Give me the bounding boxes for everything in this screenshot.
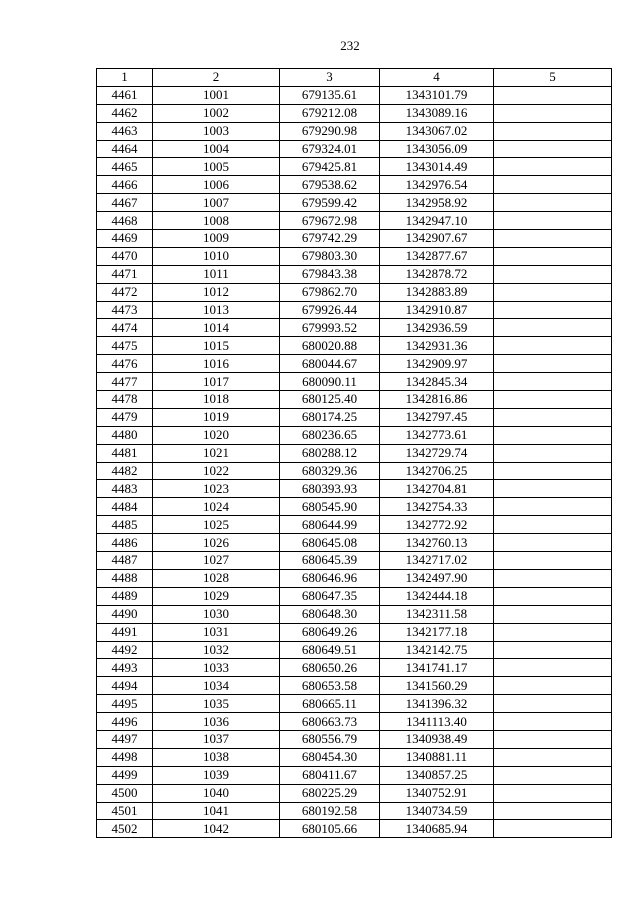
point-number-cell: 1002: [153, 104, 280, 122]
note-cell: [494, 748, 612, 766]
note-cell: [494, 462, 612, 480]
page-number: 232: [340, 38, 360, 53]
x-coordinate-cell: 679599.42: [280, 194, 380, 212]
y-coordinate-cell: 1340857.25: [380, 766, 494, 784]
row-number-cell: 4461: [97, 86, 153, 104]
row-number-cell: 4475: [97, 337, 153, 355]
column-header-2: 2: [153, 69, 280, 87]
y-coordinate-cell: 1342845.34: [380, 373, 494, 391]
coordinates-table: [96, 68, 612, 838]
table-row: [97, 283, 612, 301]
x-coordinate-cell: 680329.36: [280, 462, 380, 480]
point-number-cell: 1003: [153, 122, 280, 140]
note-cell: [494, 122, 612, 140]
point-number-cell: 1039: [153, 766, 280, 784]
point-number-cell: 1042: [153, 820, 280, 838]
y-coordinate-cell: 1343014.49: [380, 158, 494, 176]
x-coordinate-cell: 680454.30: [280, 748, 380, 766]
table-row: [97, 337, 612, 355]
note-cell: [494, 283, 612, 301]
note-cell: [494, 569, 612, 587]
row-number-cell: 4502: [97, 820, 153, 838]
x-coordinate-cell: 679324.01: [280, 140, 380, 158]
y-coordinate-cell: 1342444.18: [380, 587, 494, 605]
table-row: [97, 480, 612, 498]
row-number-cell: 4491: [97, 623, 153, 641]
table-row: [97, 247, 612, 265]
y-coordinate-cell: 1341741.17: [380, 659, 494, 677]
note-cell: [494, 605, 612, 623]
point-number-cell: 1005: [153, 158, 280, 176]
note-cell: [494, 355, 612, 373]
y-coordinate-cell: 1342883.89: [380, 283, 494, 301]
row-number-cell: 4485: [97, 516, 153, 534]
y-coordinate-cell: 1341113.40: [380, 713, 494, 731]
y-coordinate-cell: 1342704.81: [380, 480, 494, 498]
note-cell: [494, 373, 612, 391]
point-number-cell: 1027: [153, 552, 280, 570]
y-coordinate-cell: 1342976.54: [380, 176, 494, 194]
note-cell: [494, 623, 612, 641]
row-number-cell: 4474: [97, 319, 153, 337]
point-number-cell: 1015: [153, 337, 280, 355]
x-coordinate-cell: 680649.26: [280, 623, 380, 641]
y-coordinate-cell: 1342907.67: [380, 230, 494, 248]
note-cell: [494, 766, 612, 784]
table-row: [97, 373, 612, 391]
y-coordinate-cell: 1342877.67: [380, 247, 494, 265]
y-coordinate-cell: 1342772.92: [380, 516, 494, 534]
table-row: [97, 641, 612, 659]
table-body: [97, 86, 612, 837]
note-cell: [494, 230, 612, 248]
y-coordinate-cell: 1343067.02: [380, 122, 494, 140]
note-cell: [494, 730, 612, 748]
y-coordinate-cell: 1342773.61: [380, 426, 494, 444]
point-number-cell: 1011: [153, 265, 280, 283]
y-coordinate-cell: 1340734.59: [380, 802, 494, 820]
table-row: [97, 212, 612, 230]
point-number-cell: 1019: [153, 408, 280, 426]
point-number-cell: 1031: [153, 623, 280, 641]
x-coordinate-cell: 680236.65: [280, 426, 380, 444]
x-coordinate-cell: 680649.51: [280, 641, 380, 659]
x-coordinate-cell: 680288.12: [280, 444, 380, 462]
x-coordinate-cell: 679672.98: [280, 212, 380, 230]
point-number-cell: 1022: [153, 462, 280, 480]
point-number-cell: 1034: [153, 677, 280, 695]
table-row: [97, 516, 612, 534]
y-coordinate-cell: 1342311.58: [380, 605, 494, 623]
point-number-cell: 1024: [153, 498, 280, 516]
row-number-cell: 4478: [97, 391, 153, 409]
table-row: [97, 426, 612, 444]
row-number-cell: 4499: [97, 766, 153, 784]
x-coordinate-cell: 679803.30: [280, 247, 380, 265]
table-row: [97, 319, 612, 337]
x-coordinate-cell: 680225.29: [280, 784, 380, 802]
x-coordinate-cell: 680174.25: [280, 408, 380, 426]
point-number-cell: 1001: [153, 86, 280, 104]
y-coordinate-cell: 1343056.09: [380, 140, 494, 158]
table-header-row: [97, 69, 612, 87]
note-cell: [494, 426, 612, 444]
note-cell: [494, 176, 612, 194]
x-coordinate-cell: 680663.73: [280, 713, 380, 731]
x-coordinate-cell: 680645.08: [280, 534, 380, 552]
point-number-cell: 1025: [153, 516, 280, 534]
row-number-cell: 4483: [97, 480, 153, 498]
point-number-cell: 1008: [153, 212, 280, 230]
row-number-cell: 4469: [97, 230, 153, 248]
note-cell: [494, 784, 612, 802]
x-coordinate-cell: 680653.58: [280, 677, 380, 695]
note-cell: [494, 140, 612, 158]
row-number-cell: 4496: [97, 713, 153, 731]
point-number-cell: 1033: [153, 659, 280, 677]
point-number-cell: 1028: [153, 569, 280, 587]
x-coordinate-cell: 680645.39: [280, 552, 380, 570]
point-number-cell: 1040: [153, 784, 280, 802]
point-number-cell: 1023: [153, 480, 280, 498]
row-number-cell: 4468: [97, 212, 153, 230]
table-row: [97, 766, 612, 784]
x-coordinate-cell: 680648.30: [280, 605, 380, 623]
table-row: [97, 820, 612, 838]
note-cell: [494, 408, 612, 426]
table-row: [97, 534, 612, 552]
y-coordinate-cell: 1342177.18: [380, 623, 494, 641]
row-number-cell: 4470: [97, 247, 153, 265]
table-row: [97, 230, 612, 248]
note-cell: [494, 337, 612, 355]
column-header-4: 4: [380, 69, 494, 87]
y-coordinate-cell: 1342936.59: [380, 319, 494, 337]
point-number-cell: 1030: [153, 605, 280, 623]
row-number-cell: 4481: [97, 444, 153, 462]
point-number-cell: 1012: [153, 283, 280, 301]
table-row: [97, 391, 612, 409]
table-row: [97, 587, 612, 605]
table-row: [97, 104, 612, 122]
note-cell: [494, 86, 612, 104]
table-row: [97, 301, 612, 319]
row-number-cell: 4492: [97, 641, 153, 659]
table-row: [97, 730, 612, 748]
point-number-cell: 1016: [153, 355, 280, 373]
x-coordinate-cell: 679742.29: [280, 230, 380, 248]
note-cell: [494, 104, 612, 122]
table-row: [97, 784, 612, 802]
note-cell: [494, 444, 612, 462]
note-cell: [494, 802, 612, 820]
row-number-cell: 4494: [97, 677, 153, 695]
y-coordinate-cell: 1342909.97: [380, 355, 494, 373]
x-coordinate-cell: 680393.93: [280, 480, 380, 498]
point-number-cell: 1010: [153, 247, 280, 265]
row-number-cell: 4493: [97, 659, 153, 677]
y-coordinate-cell: 1341560.29: [380, 677, 494, 695]
table-row: [97, 623, 612, 641]
table-row: [97, 265, 612, 283]
point-number-cell: 1007: [153, 194, 280, 212]
note-cell: [494, 659, 612, 677]
point-number-cell: 1013: [153, 301, 280, 319]
y-coordinate-cell: 1342497.90: [380, 569, 494, 587]
table-row: [97, 444, 612, 462]
row-number-cell: 4477: [97, 373, 153, 391]
point-number-cell: 1018: [153, 391, 280, 409]
note-cell: [494, 641, 612, 659]
x-coordinate-cell: 679212.08: [280, 104, 380, 122]
point-number-cell: 1017: [153, 373, 280, 391]
point-number-cell: 1037: [153, 730, 280, 748]
x-coordinate-cell: 680090.11: [280, 373, 380, 391]
row-number-cell: 4462: [97, 104, 153, 122]
y-coordinate-cell: 1340752.91: [380, 784, 494, 802]
table-row: [97, 194, 612, 212]
note-cell: [494, 820, 612, 838]
table-row: [97, 122, 612, 140]
table-row: [97, 802, 612, 820]
y-coordinate-cell: 1340881.11: [380, 748, 494, 766]
y-coordinate-cell: 1342910.87: [380, 301, 494, 319]
row-number-cell: 4480: [97, 426, 153, 444]
point-number-cell: 1020: [153, 426, 280, 444]
row-number-cell: 4482: [97, 462, 153, 480]
y-coordinate-cell: 1341396.32: [380, 695, 494, 713]
table-row: [97, 748, 612, 766]
x-coordinate-cell: 680105.66: [280, 820, 380, 838]
row-number-cell: 4501: [97, 802, 153, 820]
column-header-1: 1: [97, 69, 153, 87]
table-row: [97, 677, 612, 695]
x-coordinate-cell: 679993.52: [280, 319, 380, 337]
table-row: [97, 605, 612, 623]
note-cell: [494, 158, 612, 176]
row-number-cell: 4488: [97, 569, 153, 587]
row-number-cell: 4484: [97, 498, 153, 516]
y-coordinate-cell: 1343101.79: [380, 86, 494, 104]
x-coordinate-cell: 680644.99: [280, 516, 380, 534]
x-coordinate-cell: 679135.61: [280, 86, 380, 104]
note-cell: [494, 552, 612, 570]
table-row: [97, 462, 612, 480]
note-cell: [494, 695, 612, 713]
row-number-cell: 4500: [97, 784, 153, 802]
x-coordinate-cell: 680125.40: [280, 391, 380, 409]
point-number-cell: 1038: [153, 748, 280, 766]
row-number-cell: 4495: [97, 695, 153, 713]
point-number-cell: 1035: [153, 695, 280, 713]
x-coordinate-cell: 680545.90: [280, 498, 380, 516]
point-number-cell: 1041: [153, 802, 280, 820]
point-number-cell: 1026: [153, 534, 280, 552]
y-coordinate-cell: 1342754.33: [380, 498, 494, 516]
row-number-cell: 4498: [97, 748, 153, 766]
row-number-cell: 4497: [97, 730, 153, 748]
x-coordinate-cell: 680647.35: [280, 587, 380, 605]
row-number-cell: 4489: [97, 587, 153, 605]
y-coordinate-cell: 1340938.49: [380, 730, 494, 748]
note-cell: [494, 713, 612, 731]
row-number-cell: 4473: [97, 301, 153, 319]
row-number-cell: 4463: [97, 122, 153, 140]
note-cell: [494, 265, 612, 283]
row-number-cell: 4472: [97, 283, 153, 301]
note-cell: [494, 319, 612, 337]
note-cell: [494, 516, 612, 534]
row-number-cell: 4486: [97, 534, 153, 552]
x-coordinate-cell: 680650.26: [280, 659, 380, 677]
point-number-cell: 1029: [153, 587, 280, 605]
point-number-cell: 1036: [153, 713, 280, 731]
y-coordinate-cell: 1342729.74: [380, 444, 494, 462]
x-coordinate-cell: 679862.70: [280, 283, 380, 301]
x-coordinate-cell: 679926.44: [280, 301, 380, 319]
note-cell: [494, 587, 612, 605]
x-coordinate-cell: 680556.79: [280, 730, 380, 748]
x-coordinate-cell: 679538.62: [280, 176, 380, 194]
point-number-cell: 1014: [153, 319, 280, 337]
y-coordinate-cell: 1342717.02: [380, 552, 494, 570]
table-row: [97, 569, 612, 587]
table-row: [97, 140, 612, 158]
y-coordinate-cell: 1342142.75: [380, 641, 494, 659]
note-cell: [494, 480, 612, 498]
row-number-cell: 4466: [97, 176, 153, 194]
column-header-5: 5: [494, 69, 612, 87]
point-number-cell: 1009: [153, 230, 280, 248]
y-coordinate-cell: 1342958.92: [380, 194, 494, 212]
y-coordinate-cell: 1342706.25: [380, 462, 494, 480]
point-number-cell: 1021: [153, 444, 280, 462]
table-row: [97, 86, 612, 104]
row-number-cell: 4465: [97, 158, 153, 176]
x-coordinate-cell: 680192.58: [280, 802, 380, 820]
row-number-cell: 4479: [97, 408, 153, 426]
note-cell: [494, 194, 612, 212]
note-cell: [494, 247, 612, 265]
note-cell: [494, 534, 612, 552]
note-cell: [494, 391, 612, 409]
y-coordinate-cell: 1340685.94: [380, 820, 494, 838]
x-coordinate-cell: 680646.96: [280, 569, 380, 587]
point-number-cell: 1004: [153, 140, 280, 158]
row-number-cell: 4490: [97, 605, 153, 623]
y-coordinate-cell: 1342947.10: [380, 212, 494, 230]
row-number-cell: 4467: [97, 194, 153, 212]
table-row: [97, 695, 612, 713]
table-row: [97, 158, 612, 176]
table-row: [97, 408, 612, 426]
table-row: [97, 176, 612, 194]
y-coordinate-cell: 1342760.13: [380, 534, 494, 552]
table-row: [97, 552, 612, 570]
x-coordinate-cell: 680044.67: [280, 355, 380, 373]
y-coordinate-cell: 1343089.16: [380, 104, 494, 122]
row-number-cell: 4471: [97, 265, 153, 283]
row-number-cell: 4464: [97, 140, 153, 158]
x-coordinate-cell: 679843.38: [280, 265, 380, 283]
table-row: [97, 713, 612, 731]
note-cell: [494, 677, 612, 695]
y-coordinate-cell: 1342797.45: [380, 408, 494, 426]
note-cell: [494, 301, 612, 319]
x-coordinate-cell: 679290.98: [280, 122, 380, 140]
table-row: [97, 498, 612, 516]
point-number-cell: 1006: [153, 176, 280, 194]
note-cell: [494, 212, 612, 230]
y-coordinate-cell: 1342878.72: [380, 265, 494, 283]
table-row: [97, 659, 612, 677]
x-coordinate-cell: 680665.11: [280, 695, 380, 713]
x-coordinate-cell: 680020.88: [280, 337, 380, 355]
point-number-cell: 1032: [153, 641, 280, 659]
y-coordinate-cell: 1342931.36: [380, 337, 494, 355]
row-number-cell: 4487: [97, 552, 153, 570]
x-coordinate-cell: 679425.81: [280, 158, 380, 176]
x-coordinate-cell: 680411.67: [280, 766, 380, 784]
note-cell: [494, 498, 612, 516]
y-coordinate-cell: 1342816.86: [380, 391, 494, 409]
column-header-3: 3: [280, 69, 380, 87]
row-number-cell: 4476: [97, 355, 153, 373]
table-row: [97, 355, 612, 373]
